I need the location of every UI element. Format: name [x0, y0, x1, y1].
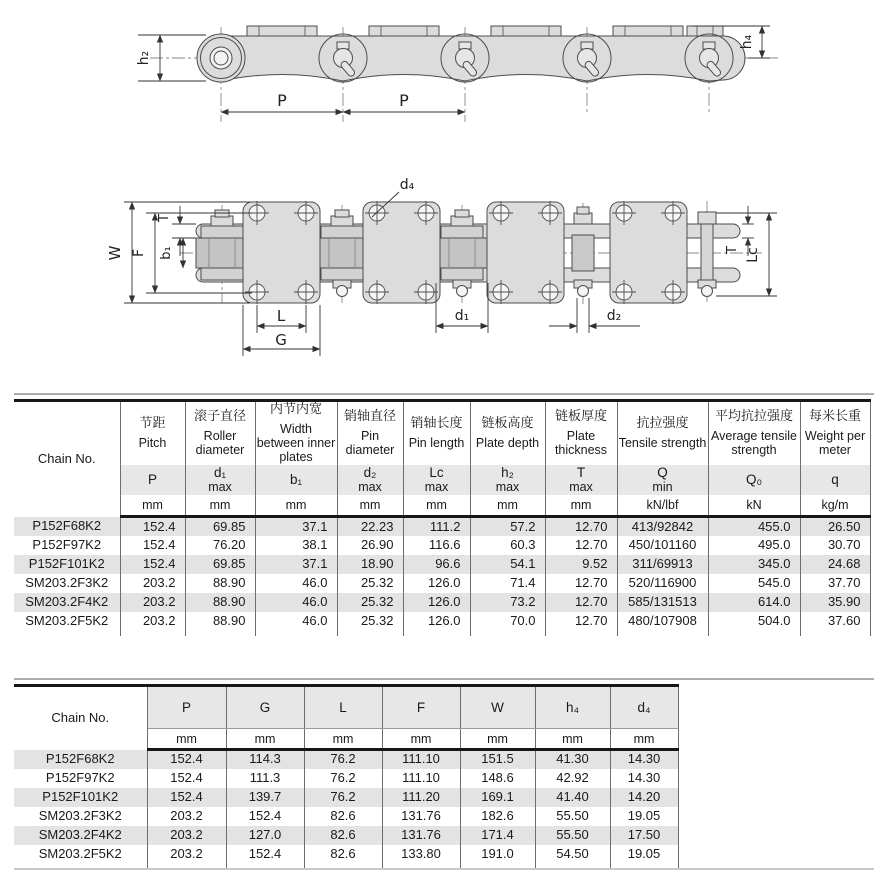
column-symbol: Q₀	[745, 472, 763, 488]
column-unit-header: mm	[382, 729, 460, 750]
column-name-en: Roller diameter	[195, 428, 245, 458]
value-cell: 25.32	[337, 593, 403, 612]
column-symbol: d₂	[363, 465, 377, 481]
value-cell: 152.4	[120, 517, 185, 536]
column-symbol: d₁	[213, 465, 227, 481]
column-name-header	[470, 401, 545, 465]
column-symbol-sub: min	[652, 480, 673, 495]
header-row-names	[14, 401, 870, 465]
column-name-header	[617, 401, 708, 465]
column-unit-header: mm	[185, 495, 255, 517]
table-row	[14, 769, 678, 788]
table-row	[14, 517, 870, 536]
value-cell: 71.4	[470, 574, 545, 593]
value-cell: 54.50	[535, 845, 610, 864]
table-row	[14, 807, 678, 826]
header-row-symbols	[14, 686, 678, 729]
value-cell: 111.10	[382, 750, 460, 769]
chain-no-cell: SM203.2F5K2	[14, 612, 120, 631]
value-cell: 42.92	[535, 769, 610, 788]
value-cell: 37.1	[255, 517, 337, 536]
column-symbol-header	[403, 465, 470, 495]
column-name-header	[255, 401, 337, 465]
column-symbol-header	[337, 465, 403, 495]
column-name-cn: 每米长重	[808, 408, 861, 424]
value-cell: 152.4	[120, 536, 185, 555]
column-name-cn: 内节内宽	[269, 401, 322, 416]
column-symbol-header	[610, 686, 678, 729]
value-cell: 88.90	[185, 593, 255, 612]
value-cell: 111.10	[382, 769, 460, 788]
value-cell: 131.76	[382, 826, 460, 845]
table-row	[14, 750, 678, 769]
column-name-cn: 抗拉强度	[636, 415, 689, 431]
column-name-header	[708, 401, 800, 465]
value-cell: 585/131513	[617, 593, 708, 612]
chain-no-cell: SM203.2F3K2	[14, 807, 147, 826]
chain-no-cell: SM203.2F4K2	[14, 593, 120, 612]
value-cell: 25.32	[337, 574, 403, 593]
value-cell: 12.70	[545, 574, 617, 593]
dim-label-t-right: T	[725, 246, 740, 254]
chain-body	[197, 26, 745, 82]
column-symbol-header	[617, 465, 708, 495]
plan-rollers	[196, 226, 488, 280]
attachment-tabs	[247, 26, 723, 36]
value-cell: 152.4	[226, 807, 304, 826]
column-name-en: Plate thickness	[554, 428, 608, 458]
chain-no-cell: P152F101K2	[14, 555, 120, 574]
value-cell: 37.60	[800, 612, 870, 631]
border-extension-cell	[255, 631, 337, 636]
column-unit-header: mm	[403, 495, 470, 517]
border-extension-cell	[470, 631, 545, 636]
value-cell: 82.6	[304, 807, 382, 826]
border-extension-cell	[337, 631, 403, 636]
dim-label-p1: P	[277, 91, 287, 110]
dim-label-d4: d₄	[399, 177, 415, 193]
value-cell: 345.0	[708, 555, 800, 574]
value-cell: 133.80	[382, 845, 460, 864]
column-symbol: P	[147, 472, 157, 488]
column-name-cn: 销轴直径	[343, 408, 396, 424]
value-cell: 37.1	[255, 555, 337, 574]
roller-end	[197, 34, 245, 82]
column-symbol-sub: max	[358, 480, 382, 495]
value-cell: 116.6	[403, 536, 470, 555]
value-cell: 182.6	[460, 807, 535, 826]
value-cell: 70.0	[470, 612, 545, 631]
dim-label-b1: b₁	[159, 246, 174, 260]
table-row	[14, 612, 870, 631]
value-cell: 504.0	[708, 612, 800, 631]
value-cell: 41.30	[535, 750, 610, 769]
plan-end-pin	[698, 212, 716, 297]
value-cell: 12.70	[545, 612, 617, 631]
value-cell: 12.70	[545, 536, 617, 555]
value-cell: 152.4	[120, 555, 185, 574]
dim-label-d1: d₁	[454, 308, 470, 324]
value-cell: 152.4	[226, 845, 304, 864]
value-cell: 126.0	[403, 593, 470, 612]
column-unit-header: kg/m	[800, 495, 870, 517]
value-cell: 152.4	[147, 788, 226, 807]
table-row	[14, 555, 870, 574]
chain-no-cell: P152F97K2	[14, 536, 120, 555]
column-name-cn: 链板厚度	[554, 408, 607, 424]
value-cell: 96.6	[403, 555, 470, 574]
column-symbol: q	[831, 472, 839, 488]
table-row	[14, 845, 678, 864]
value-cell: 17.50	[610, 826, 678, 845]
value-cell: 88.90	[185, 612, 255, 631]
value-cell: 203.2	[120, 593, 185, 612]
value-cell: 41.40	[535, 788, 610, 807]
chain-no-cell: P152F68K2	[14, 517, 120, 536]
value-cell: 169.1	[460, 788, 535, 807]
value-cell: 26.90	[337, 536, 403, 555]
column-symbol-header	[120, 465, 185, 495]
value-cell: 82.6	[304, 845, 382, 864]
value-cell: 203.2	[147, 826, 226, 845]
table-border-extension	[14, 631, 870, 636]
value-cell: 9.52	[545, 555, 617, 574]
value-cell: 152.4	[147, 769, 226, 788]
column-symbol: b₁	[289, 472, 303, 488]
value-cell: 37.70	[800, 574, 870, 593]
value-cell: 111.3	[226, 769, 304, 788]
value-cell: 69.85	[185, 555, 255, 574]
chain-no-cell: SM203.2F5K2	[14, 845, 147, 864]
value-cell: 24.68	[800, 555, 870, 574]
column-symbol: W	[491, 699, 504, 715]
dim-label-lc: Lc	[745, 247, 761, 263]
value-cell: 203.2	[147, 845, 226, 864]
column-symbol: Lc	[429, 465, 444, 481]
value-cell: 46.0	[255, 574, 337, 593]
value-cell: 111.20	[382, 788, 460, 807]
value-cell: 25.32	[337, 612, 403, 631]
chain-plan-view-drawing	[0, 155, 888, 393]
value-cell: 19.05	[610, 807, 678, 826]
column-name-en: Average tensile strength	[711, 428, 797, 458]
border-extension-cell	[403, 631, 470, 636]
column-name-header	[337, 401, 403, 465]
value-cell: 76.20	[185, 536, 255, 555]
value-cell: 520/116900	[617, 574, 708, 593]
border-extension-cell	[14, 631, 120, 636]
column-symbol-sub: max	[208, 480, 232, 495]
column-symbol-sub: max	[495, 480, 520, 495]
column-name-header	[185, 401, 255, 465]
value-cell: 19.05	[610, 845, 678, 864]
column-name-header	[403, 401, 470, 465]
column-unit-header: mm	[610, 729, 678, 750]
border-extension-cell	[708, 631, 800, 636]
column-symbol-sub: max	[569, 480, 593, 495]
value-cell: 12.70	[545, 517, 617, 536]
column-symbol-header	[545, 465, 617, 495]
header-row-symbols	[14, 465, 870, 495]
column-symbol: L	[339, 699, 347, 715]
column-symbol-header	[147, 686, 226, 729]
column-unit-header: mm	[535, 729, 610, 750]
chain-no-cell: P152F97K2	[14, 769, 147, 788]
dim-label-t-left: T	[157, 214, 172, 222]
value-cell: 60.3	[470, 536, 545, 555]
column-name-en: Weight per meter	[804, 428, 866, 458]
section-divider-top	[14, 393, 874, 395]
value-cell: 203.2	[147, 807, 226, 826]
page-bottom-divider	[14, 868, 874, 870]
chain-spec-table-body	[14, 517, 870, 636]
column-name-cn: 节距	[139, 415, 166, 431]
value-cell: 139.7	[226, 788, 304, 807]
header-row-units	[14, 495, 870, 517]
value-cell: 69.85	[185, 517, 255, 536]
chain-side-view-drawing	[0, 0, 888, 155]
column-symbol-header	[535, 686, 610, 729]
chain-no-header: Chain No.	[14, 401, 120, 517]
column-unit-header: mm	[226, 729, 304, 750]
value-cell: 111.2	[403, 517, 470, 536]
column-unit-header: mm	[147, 729, 226, 750]
value-cell: 126.0	[403, 612, 470, 631]
value-cell: 73.2	[470, 593, 545, 612]
value-cell: 203.2	[120, 612, 185, 631]
value-cell: 22.23	[337, 517, 403, 536]
value-cell: 151.5	[460, 750, 535, 769]
column-symbol: Q	[657, 465, 668, 481]
value-cell: 114.3	[226, 750, 304, 769]
column-unit-header: kN/lbf	[617, 495, 708, 517]
attachment-table-body	[14, 750, 678, 869]
column-symbol-header	[255, 465, 337, 495]
value-cell: 171.4	[460, 826, 535, 845]
chain-no-header: Chain No.	[14, 686, 147, 750]
value-cell: 26.50	[800, 517, 870, 536]
value-cell: 30.70	[800, 536, 870, 555]
column-name-header	[120, 401, 185, 465]
table-row	[14, 826, 678, 845]
dim-label-d2: d₂	[606, 308, 622, 324]
value-cell: 495.0	[708, 536, 800, 555]
column-unit-header: mm	[470, 495, 545, 517]
value-cell: 82.6	[304, 826, 382, 845]
dim-label-l: L	[276, 307, 286, 325]
dim-label-h4: h₄	[739, 34, 755, 50]
plan-chain-body	[196, 201, 740, 304]
value-cell: 55.50	[535, 826, 610, 845]
border-extension-cell	[545, 631, 617, 636]
value-cell: 480/107908	[617, 612, 708, 631]
value-cell: 14.20	[610, 788, 678, 807]
column-symbol-sub: max	[424, 480, 449, 495]
dim-label-g: G	[275, 331, 287, 349]
column-unit-header: mm	[337, 495, 403, 517]
column-name-cn: 滚子直径	[193, 408, 246, 424]
column-name-en: Plate depth	[475, 435, 540, 450]
column-name-cn: 链板高度	[481, 415, 534, 431]
table-row	[14, 788, 678, 807]
column-symbol: P	[181, 699, 191, 715]
column-symbol-header	[304, 686, 382, 729]
column-name-en: Pin diameter	[345, 428, 395, 458]
column-symbol-header	[470, 465, 545, 495]
column-name-cn: 平均抗拉强度	[714, 408, 793, 424]
column-symbol-header	[708, 465, 800, 495]
column-symbol-header	[226, 686, 304, 729]
column-name-header	[800, 401, 870, 465]
value-cell: 38.1	[255, 536, 337, 555]
value-cell: 152.4	[147, 750, 226, 769]
value-cell: 311/69913	[617, 555, 708, 574]
value-cell: 46.0	[255, 612, 337, 631]
column-symbol: F	[416, 699, 426, 715]
column-symbol: d₄	[637, 699, 651, 715]
value-cell: 455.0	[708, 517, 800, 536]
column-unit-header: mm	[304, 729, 382, 750]
column-unit-header: mm	[120, 495, 185, 517]
column-symbol-header	[382, 686, 460, 729]
table-row	[14, 536, 870, 555]
plan-joint-pin	[572, 207, 594, 297]
table-row	[14, 593, 870, 612]
value-cell: 614.0	[708, 593, 800, 612]
column-unit-header: kN	[708, 495, 800, 517]
border-extension-cell	[120, 631, 185, 636]
table-row	[14, 574, 870, 593]
value-cell: 14.30	[610, 769, 678, 788]
column-symbol: G	[259, 699, 271, 715]
value-cell: 545.0	[708, 574, 800, 593]
chain-no-cell: P152F101K2	[14, 788, 147, 807]
column-symbol: T	[576, 465, 586, 481]
column-symbol: h₂	[501, 465, 514, 481]
dim-label-w: W	[106, 245, 124, 261]
value-cell: 191.0	[460, 845, 535, 864]
value-cell: 35.90	[800, 593, 870, 612]
column-unit-header: mm	[460, 729, 535, 750]
border-extension-cell	[185, 631, 255, 636]
value-cell: 148.6	[460, 769, 535, 788]
value-cell: 127.0	[226, 826, 304, 845]
chain-no-cell: SM203.2F4K2	[14, 826, 147, 845]
value-cell: 203.2	[120, 574, 185, 593]
column-name-en: Tensile strength	[618, 435, 707, 450]
value-cell: 12.70	[545, 593, 617, 612]
value-cell: 18.90	[337, 555, 403, 574]
column-name-en: Pin length	[408, 435, 465, 450]
chain-spec-table	[14, 399, 871, 636]
chain-no-cell: P152F68K2	[14, 750, 147, 769]
value-cell: 88.90	[185, 574, 255, 593]
value-cell: 55.50	[535, 807, 610, 826]
border-extension-cell	[800, 631, 870, 636]
column-symbol-header	[460, 686, 535, 729]
column-name-en: Width between inner plates	[256, 421, 336, 465]
section-divider-middle	[14, 678, 874, 680]
column-symbol-header	[185, 465, 255, 495]
value-cell: 76.2	[304, 750, 382, 769]
dim-label-f: F	[131, 248, 147, 258]
value-cell: 46.0	[255, 593, 337, 612]
chain-no-cell: SM203.2F3K2	[14, 574, 120, 593]
dim-label-p2: P	[399, 91, 409, 110]
value-cell: 57.2	[470, 517, 545, 536]
dim-label-h2: h₂	[136, 50, 152, 66]
value-cell: 54.1	[470, 555, 545, 574]
value-cell: 14.30	[610, 750, 678, 769]
column-symbol-header	[800, 465, 870, 495]
value-cell: 76.2	[304, 769, 382, 788]
column-name-cn: 销轴长度	[410, 415, 463, 431]
border-extension-cell	[617, 631, 708, 636]
value-cell: 413/92842	[617, 517, 708, 536]
column-symbol: h₄	[565, 699, 580, 715]
value-cell: 76.2	[304, 788, 382, 807]
column-name-header	[545, 401, 617, 465]
column-name-en: Pitch	[138, 435, 167, 450]
attachment-dimension-table	[14, 684, 679, 869]
value-cell: 131.76	[382, 807, 460, 826]
value-cell: 126.0	[403, 574, 470, 593]
column-unit-header: mm	[545, 495, 617, 517]
value-cell: 450/101160	[617, 536, 708, 555]
column-unit-header: mm	[255, 495, 337, 517]
